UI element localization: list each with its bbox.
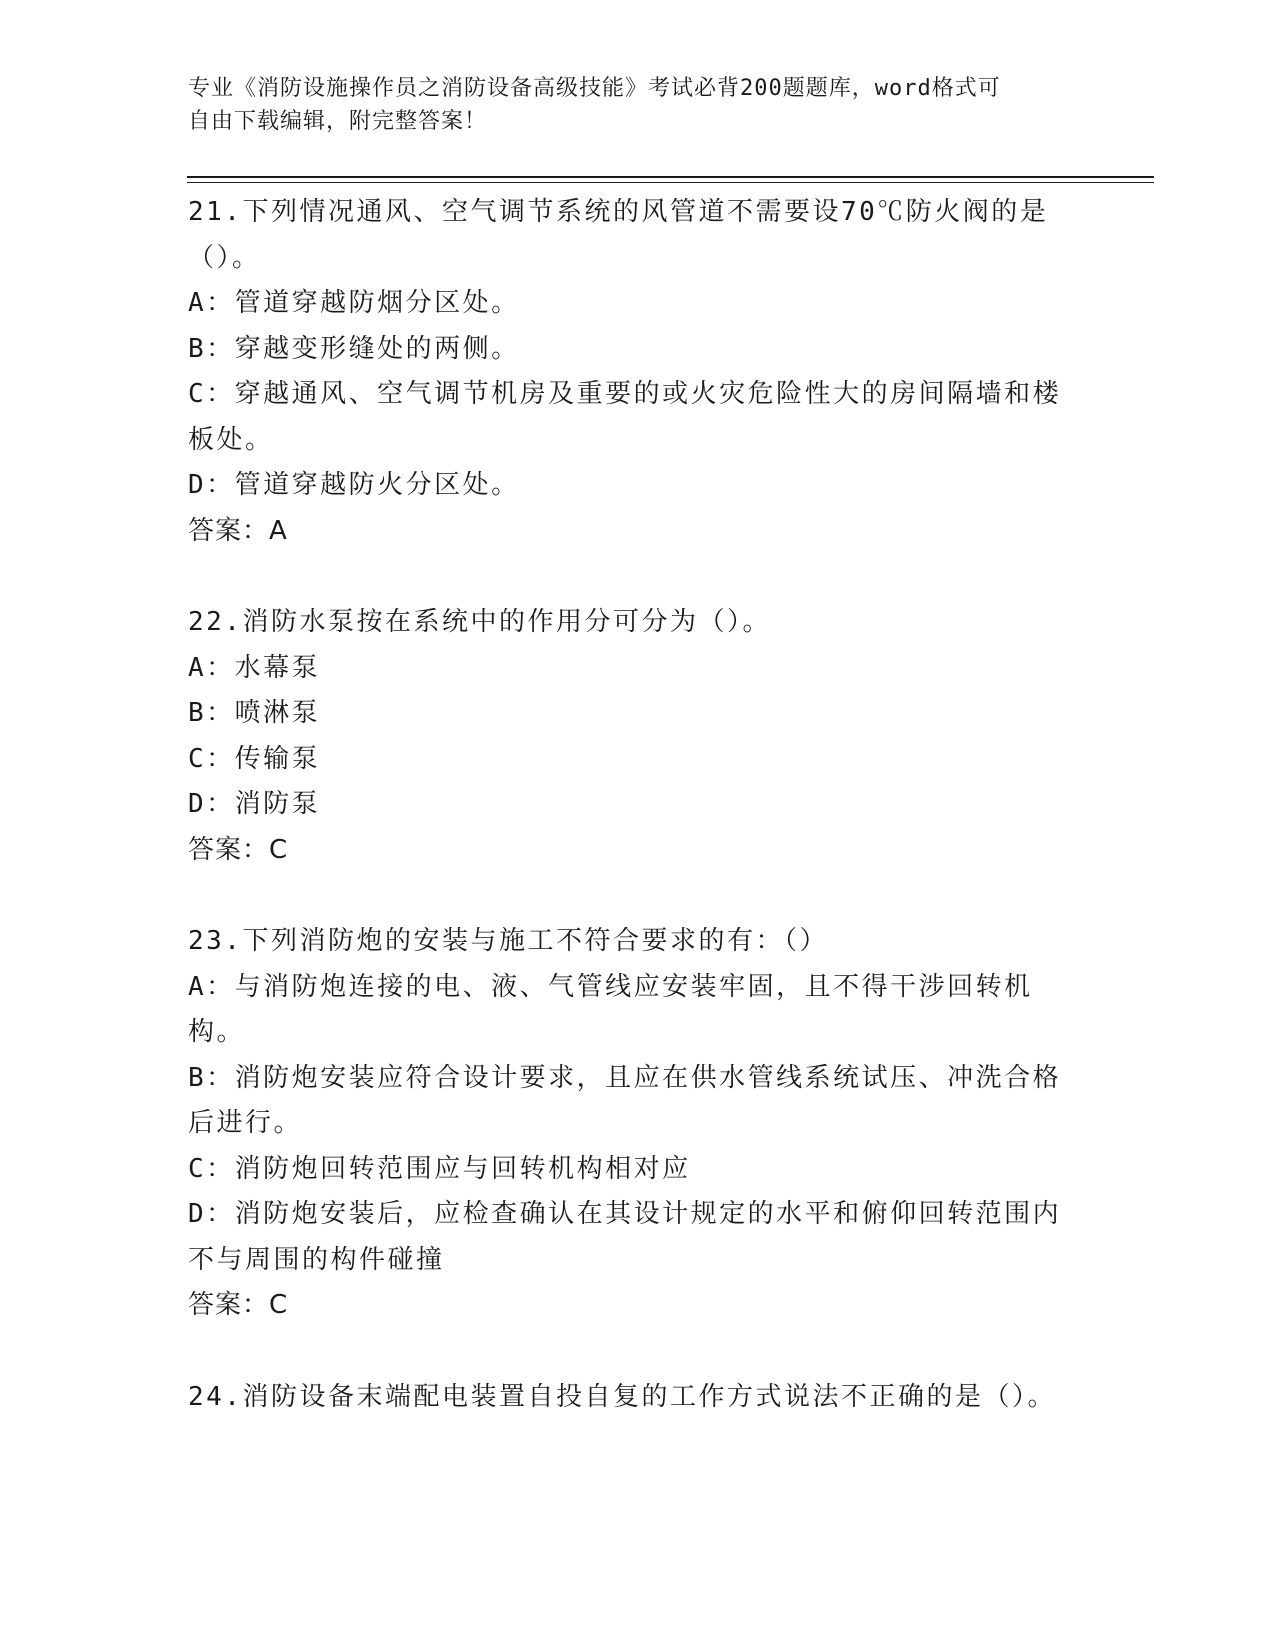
question-23 xyxy=(188,919,1078,1329)
option-d: D：管道穿越防火分区处。 xyxy=(188,470,520,500)
answer-line: 答案：C xyxy=(188,834,289,865)
option-c: C：穿越通风、空气调节机房及重要的或火灾危险性大的房间隔墙和楼板处。 xyxy=(188,379,1062,455)
answer-line: 答案：C xyxy=(188,1290,289,1320)
question-21 xyxy=(188,190,1078,554)
question-text: 24.消防设备末端配电装置自投自复的工作方式说法不正确的是（）。 xyxy=(188,1381,1056,1412)
option-c: C：消防炮回转范围应与回转机构相对应 xyxy=(188,1153,691,1184)
option-b: B：消防炮安装应符合设计要求，且应在供水管线系统试压、冲洗合格后进行。 xyxy=(188,1062,1062,1138)
document-header xyxy=(188,72,1068,138)
answer-line: 答案：A xyxy=(188,515,288,546)
question-24 xyxy=(188,1375,1078,1421)
option-a: A：水幕泵 xyxy=(188,652,321,683)
option-b: B：穿越变形缝处的两侧。 xyxy=(188,333,520,364)
option-a: A：管道穿越防烟分区处。 xyxy=(188,288,520,318)
option-d: D：消防泵 xyxy=(188,789,321,819)
question-text: 23.下列消防炮的安装与施工不符合要求的有：（） xyxy=(188,926,828,956)
option-a: A：与消防炮连接的电、液、气管线应安装牢固，且不得干涉回转机构。 xyxy=(188,971,1033,1047)
option-d: D：消防炮安装后，应检查确认在其设计规定的水平和俯仰回转范围内不与周围的构件碰撞 xyxy=(188,1199,1062,1275)
header-divider-thick xyxy=(187,176,1154,178)
question-22 xyxy=(188,600,1078,873)
option-c: C：传输泵 xyxy=(188,743,321,774)
header-line-1: 专业《消防设施操作员之消防设备高级技能》考试必背200题题库，word格式可 xyxy=(188,76,1001,101)
header-line-2: 自由下载编辑，附完整答案！ xyxy=(188,109,488,134)
option-b: B：喷淋泵 xyxy=(188,698,321,728)
question-list xyxy=(188,190,1078,1420)
question-text: 22.消防水泵按在系统中的作用分可分为（）。 xyxy=(188,607,771,637)
question-text: 21.下列情况通风、空气调节系统的风管道不需要设70℃防火阀的是（）。 xyxy=(188,197,1049,273)
header-divider-thin xyxy=(187,182,1154,183)
